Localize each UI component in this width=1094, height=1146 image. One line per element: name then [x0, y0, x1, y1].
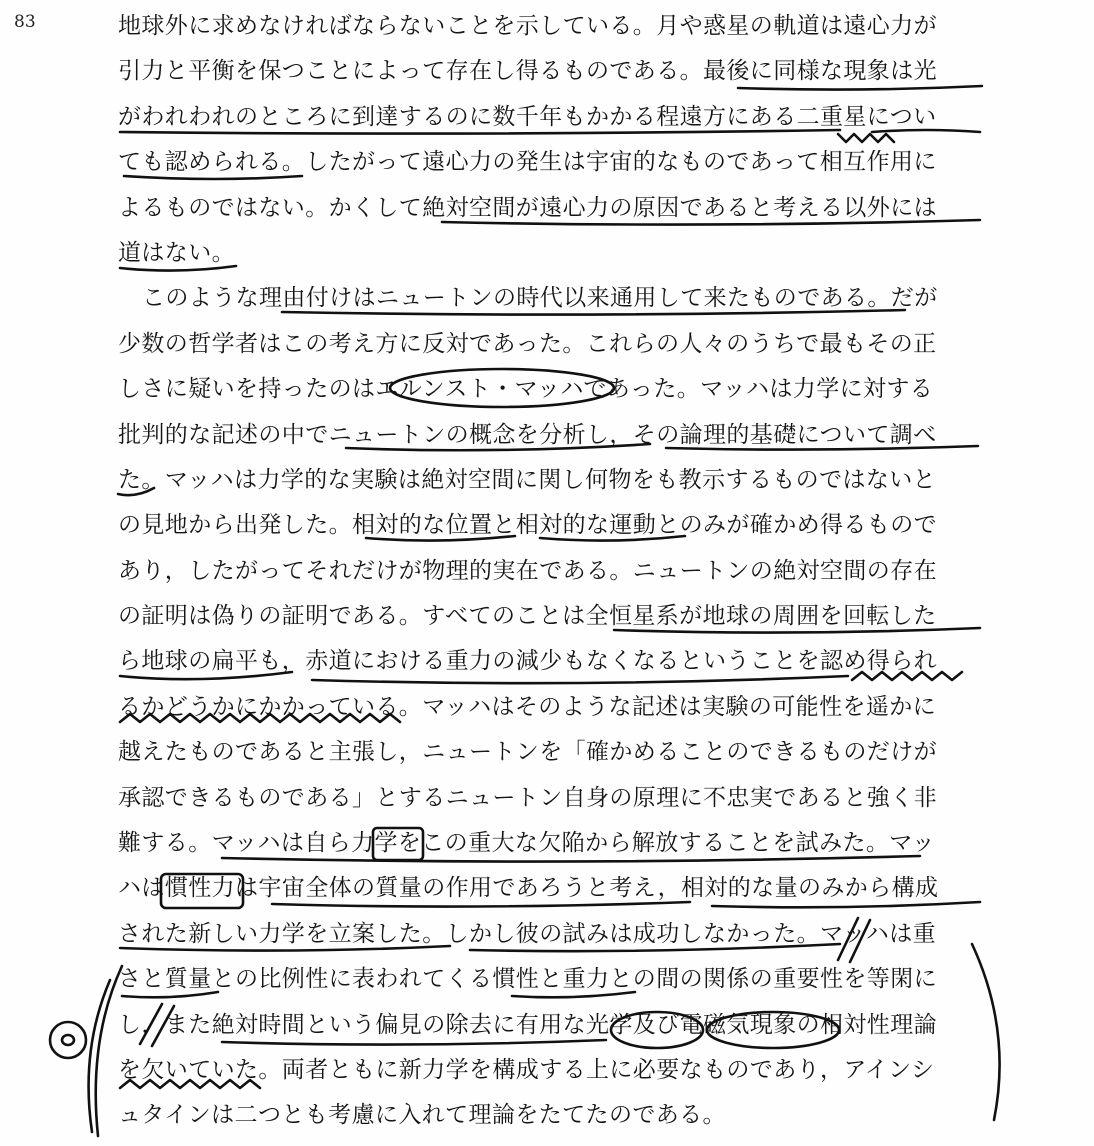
- body-text: [118, 4, 988, 1139]
- text-line: の証明は偽りの証明である。すべてのことは全恒星系が地球の周囲を回転した: [118, 603, 937, 630]
- circled-marker-inner: [62, 1035, 74, 1045]
- text-line: 少数の哲学者はこの考え方に反対であった。これらの人々のうちで最もその正: [118, 330, 937, 357]
- text-line: がわれわれのところに到達するのに数千年もかかる程遠方にある二重星につい: [118, 103, 937, 130]
- text-line: よるものではない。かくして絶対空間が遠心力の原因であると考える以外には: [118, 194, 937, 221]
- bracket-mark: [89, 980, 110, 1132]
- text-line: された新しい力学を立案した。しかし彼の試みは成功しなかった。マッハは重: [118, 920, 937, 947]
- text-line: るかどうかにかかっている。マッハはそのような記述は実験の可能性を遥かに: [118, 693, 937, 720]
- text-line: の見地から出発した。相対的な位置と相対的な運動とのみが確かめ得るもので: [118, 512, 937, 539]
- text-line: し，また絶対時間という偏見の除去に有用な光学及び電磁気現象の相対性理論: [118, 1011, 937, 1038]
- text-line: ハは慣性力は宇宙全体の質量の作用であろうと考え，相対的な量のみから構成: [118, 875, 939, 902]
- text-line: しさに疑いを持ったのはエルンスト・マッハであった。マッハは力学に対する: [118, 376, 934, 403]
- text-line: を欠いていた。両者ともに新力学を構成する上に必要なものであり，アインシ: [118, 1056, 935, 1083]
- text-line: 道はない。: [118, 239, 235, 266]
- text-line: 引力と平衡を保つことによって存在し得るものである。最後に同様な現象は光: [118, 58, 937, 85]
- text-line: さと質量との比例性に表われてくる慣性と重力との間の関係の重要性を等閑に: [118, 966, 937, 993]
- text-line: ても認められる。したがって遠心力の発生は宇宙的なものであって相互作用に: [118, 149, 937, 176]
- text-line: 難する。マッハは自ら力学をこの重大な欠陥から解放することを試みた。マッ: [118, 830, 936, 857]
- text-line: 地球外に求めなければならないことを示している。月や惑星の軌道は遠心力が: [118, 13, 937, 39]
- text-line: 批判的な記述の中でニュートンの概念を分析し，その論理的基礎について調べ: [118, 421, 937, 448]
- page-number: 83: [14, 12, 36, 32]
- text-line: あり，したがってそれだけが物理的実在である。ニュートンの絶対空間の存在: [118, 557, 937, 584]
- text-line: ら地球の扁平も，赤道における重力の減少もなくなるということを認め得られ: [118, 648, 937, 675]
- text-line: 越えたものであると主張し，ニュートンを「確かめることのできるものだけが: [118, 739, 937, 766]
- circled-marker: [50, 1022, 86, 1058]
- text-line: た。マッハは力学的な実験は絶対空間に関し何物をも教示するものではないと: [118, 466, 937, 493]
- text-line: ュタインは二つとも考慮に入れて理論をたてたのである。: [118, 1102, 726, 1129]
- text-line: このような理由付けはニュートンの時代以来通用して来たものである。だが: [142, 285, 938, 312]
- text-line: 承認できるものである」とするニュートン自身の原理に不忠実であると強く非: [118, 784, 937, 811]
